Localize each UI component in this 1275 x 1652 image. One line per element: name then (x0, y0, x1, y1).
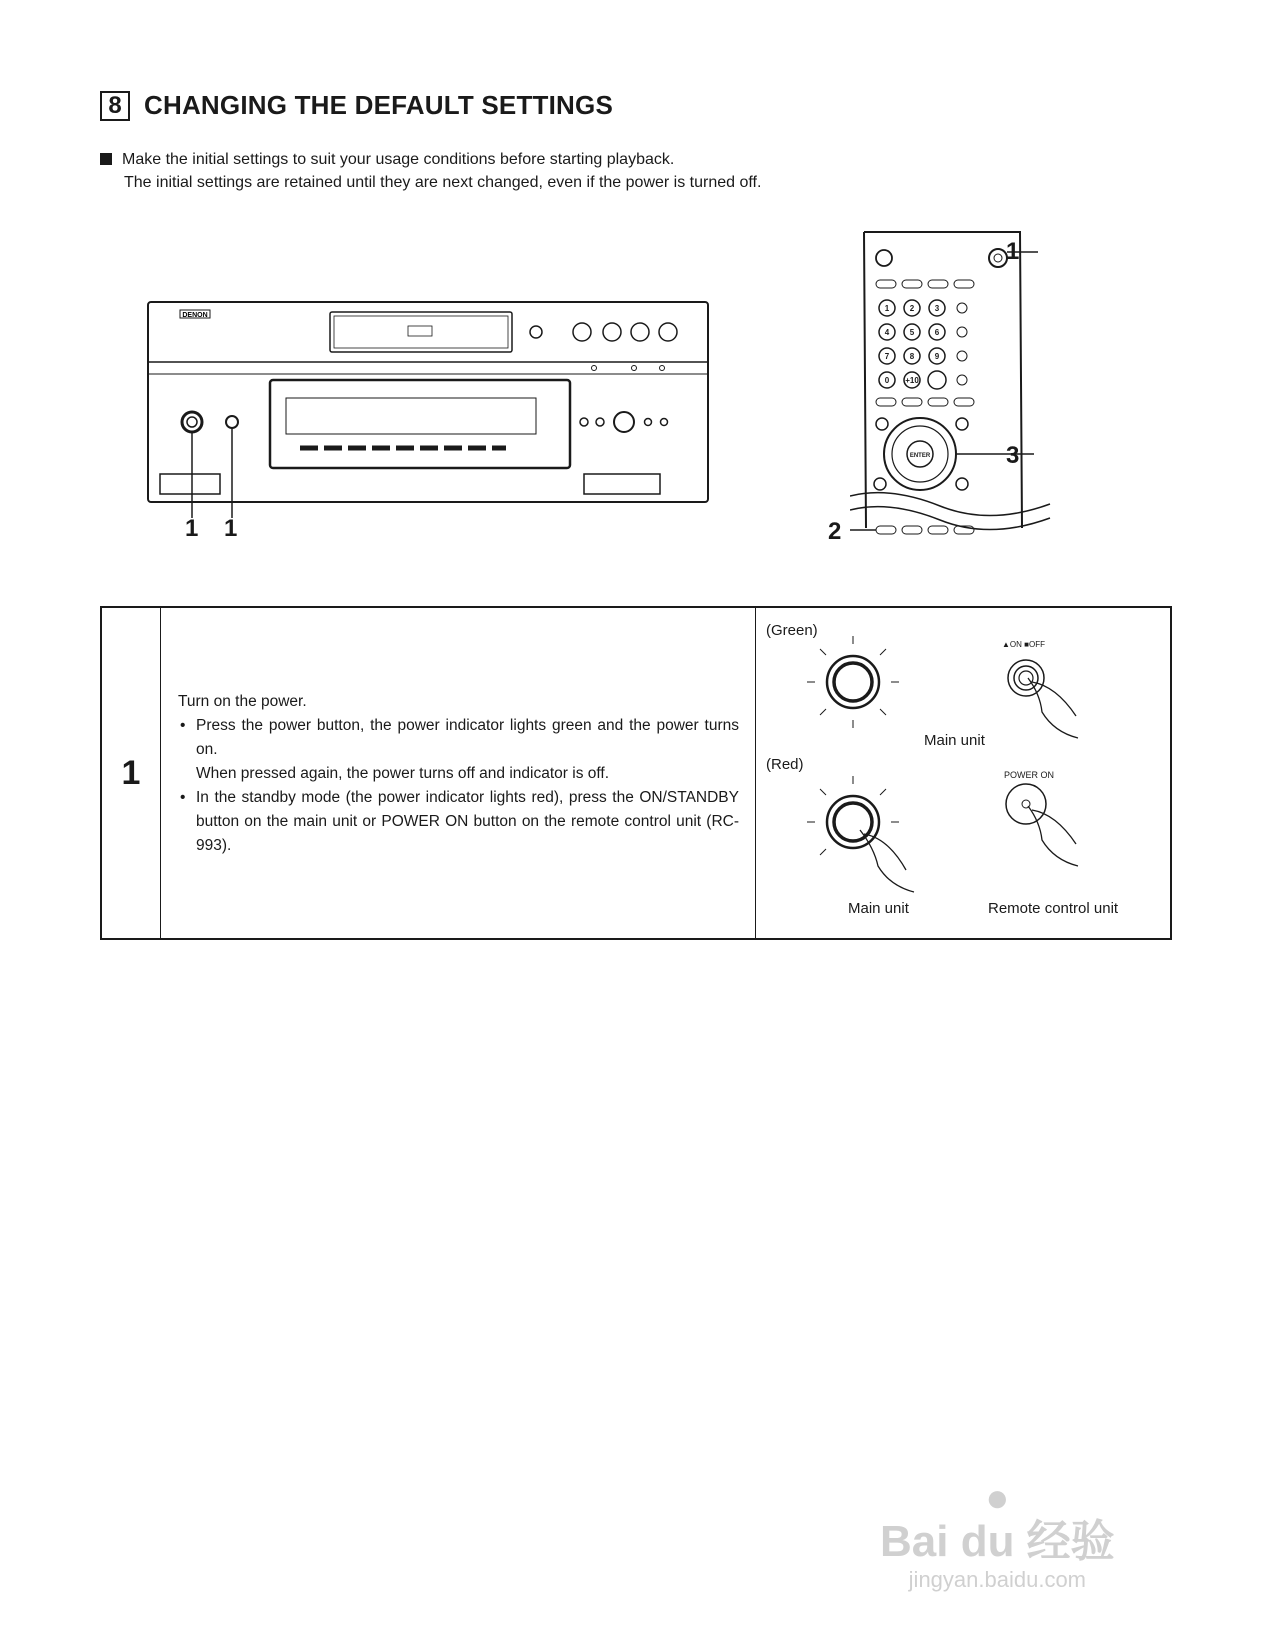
power-on-label: POWER ON (1004, 770, 1055, 780)
remote-control-illustration (828, 228, 1070, 573)
remote-key-8: 8 (909, 352, 915, 361)
main-unit-callout-power: 1 (185, 515, 199, 542)
green-label: (Green) (766, 622, 818, 639)
watermark (880, 1478, 1115, 1594)
remote-enter-label: ENTER (909, 453, 931, 459)
intro-line-2: The initial settings are retained until they are next changed, even if the power is turned off. (124, 174, 762, 191)
step-bullet-2: • In the standby mode (the power indicator lights red), press the ON/STANDBY button on the main unit or POWER ON button on the remote control unit (RC-993). (178, 786, 739, 858)
remote-key-0: 0 (884, 376, 890, 385)
remote-callout-power: 1 (1006, 238, 1020, 265)
step-instructions (160, 608, 756, 938)
intro-line-1: Make the initial settings to suit your usage conditions before starting playback. (122, 151, 675, 168)
section-number: 8 (100, 91, 130, 121)
remote-key-7: 7 (884, 352, 890, 361)
remote-key-2: 2 (909, 304, 915, 313)
intro-text (100, 148, 761, 194)
step-bullet-1-sub: When pressed again, the power turns off and indicator is off. (196, 765, 610, 782)
remote-key-9: 9 (934, 352, 940, 361)
remote-key-5: 5 (909, 328, 915, 337)
remote-drawing (850, 228, 1070, 573)
section-heading (100, 90, 613, 121)
main-unit-illustration (140, 300, 720, 560)
step-table (100, 606, 1172, 940)
main-unit-caption-bottom: Main unit (848, 900, 909, 917)
section-title: CHANGING THE DEFAULT SETTINGS (144, 90, 613, 120)
square-bullet-icon (100, 153, 112, 165)
remote-caption: Remote control unit (988, 900, 1119, 917)
main-unit-callout-knob: 1 (224, 515, 238, 542)
step-bullet-1: • Press the power button, the power indicator lights green and the power turns on. (178, 714, 739, 762)
remote-key-6: 6 (934, 328, 940, 337)
remote-key-1: 1 (884, 304, 890, 313)
step-heading: Turn on the power. (178, 693, 307, 710)
step-figures (756, 608, 1170, 938)
remote-key-3: 3 (934, 304, 940, 313)
red-label: (Red) (766, 756, 804, 773)
remote-key-plus10: +10 (905, 376, 919, 385)
step-number: 1 (102, 608, 161, 938)
watermark-brand: Bai du 经验 (880, 1517, 1115, 1566)
remote-callout-enter: 3 (1006, 442, 1020, 469)
on-off-label: ▲ON ■OFF (1002, 640, 1045, 649)
main-unit-caption-top: Main unit (924, 732, 985, 749)
remote-callout-setup: 2 (828, 518, 842, 545)
power-button-drawings (756, 608, 1170, 938)
watermark-url: jingyan.baidu.com (908, 1567, 1087, 1592)
brand-logo: DENON (182, 312, 208, 319)
watermark-paw-icon: ● (985, 1476, 1010, 1520)
remote-key-4: 4 (884, 328, 890, 337)
